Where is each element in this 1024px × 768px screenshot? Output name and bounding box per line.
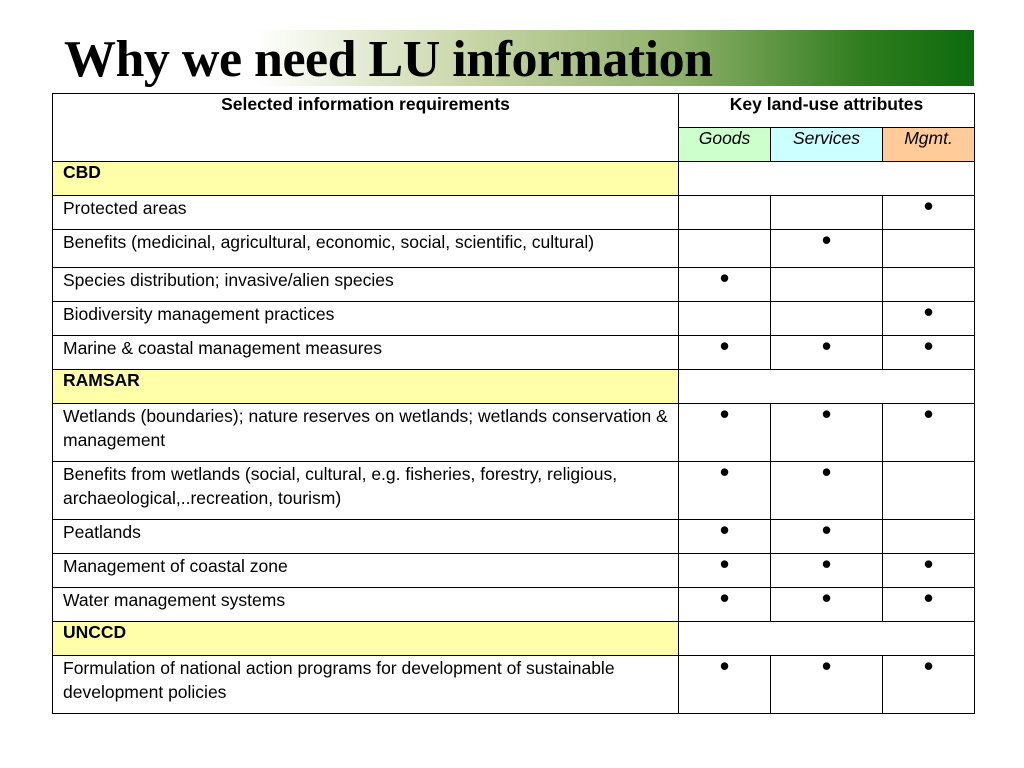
mgmt-cell xyxy=(883,520,975,554)
requirement-text: Benefits from wetlands (social, cultural, e.g. fisheries, forestry, religious, archaeological,..recreation, tourism) xyxy=(53,462,679,520)
requirement-text: Wetlands (boundaries); nature reserves on wetlands; wetlands conservation & management xyxy=(53,404,679,462)
mgmt-cell: ● xyxy=(883,404,975,462)
goods-cell: ● xyxy=(679,588,771,622)
services-cell xyxy=(771,196,883,230)
section-unccd: UNCCD xyxy=(53,622,679,656)
table-row xyxy=(53,462,975,520)
section-ramsar: RAMSAR xyxy=(53,370,679,404)
requirements-table xyxy=(52,93,975,714)
page-title: Why we need LU information xyxy=(64,31,713,88)
header-services: Services xyxy=(771,128,883,162)
mgmt-cell xyxy=(883,462,975,520)
table-row xyxy=(53,520,975,554)
requirement-text: Biodiversity management practices xyxy=(53,302,679,336)
services-cell: ● xyxy=(771,230,883,268)
services-cell: ● xyxy=(771,404,883,462)
header-attributes: Key land-use attributes xyxy=(679,94,975,128)
header-mgmt: Mgmt. xyxy=(883,128,975,162)
goods-cell: ● xyxy=(679,656,771,714)
services-cell: ● xyxy=(771,336,883,370)
header-requirements: Selected information requirements xyxy=(53,94,679,162)
header-goods: Goods xyxy=(679,128,771,162)
services-cell xyxy=(771,302,883,336)
requirement-text: Marine & coastal management measures xyxy=(53,336,679,370)
table-row xyxy=(53,268,975,302)
table-row xyxy=(53,302,975,336)
table-row xyxy=(53,588,975,622)
requirement-text: Peatlands xyxy=(53,520,679,554)
mgmt-cell: ● xyxy=(883,656,975,714)
mgmt-cell: ● xyxy=(883,196,975,230)
goods-cell: ● xyxy=(679,268,771,302)
services-cell: ● xyxy=(771,588,883,622)
section-blank xyxy=(679,370,975,404)
requirement-text: Protected areas xyxy=(53,196,679,230)
goods-cell: ● xyxy=(679,336,771,370)
mgmt-cell: ● xyxy=(883,302,975,336)
table-row xyxy=(53,554,975,588)
goods-cell: ● xyxy=(679,404,771,462)
services-cell: ● xyxy=(771,520,883,554)
mgmt-cell xyxy=(883,230,975,268)
mgmt-cell: ● xyxy=(883,588,975,622)
section-blank xyxy=(679,622,975,656)
requirement-text: Management of coastal zone xyxy=(53,554,679,588)
table-row xyxy=(53,404,975,462)
requirement-text: Benefits (medicinal, agricultural, economic, social, scientific, cultural) xyxy=(53,230,679,268)
goods-cell: ● xyxy=(679,462,771,520)
goods-cell xyxy=(679,196,771,230)
services-cell xyxy=(771,268,883,302)
table-row xyxy=(53,336,975,370)
table-row xyxy=(53,656,975,714)
mgmt-cell: ● xyxy=(883,336,975,370)
table-row xyxy=(53,196,975,230)
goods-cell xyxy=(679,230,771,268)
table-row xyxy=(53,230,975,268)
requirement-text: Species distribution; invasive/alien species xyxy=(53,268,679,302)
services-cell: ● xyxy=(771,462,883,520)
mgmt-cell: ● xyxy=(883,554,975,588)
section-cbd: CBD xyxy=(53,162,679,196)
goods-cell: ● xyxy=(679,554,771,588)
goods-cell: ● xyxy=(679,520,771,554)
requirement-text: Water management systems xyxy=(53,588,679,622)
services-cell: ● xyxy=(771,656,883,714)
section-blank xyxy=(679,162,975,196)
goods-cell xyxy=(679,302,771,336)
services-cell: ● xyxy=(771,554,883,588)
requirement-text: Formulation of national action programs for development of sustainable development policies xyxy=(53,656,679,714)
mgmt-cell xyxy=(883,268,975,302)
